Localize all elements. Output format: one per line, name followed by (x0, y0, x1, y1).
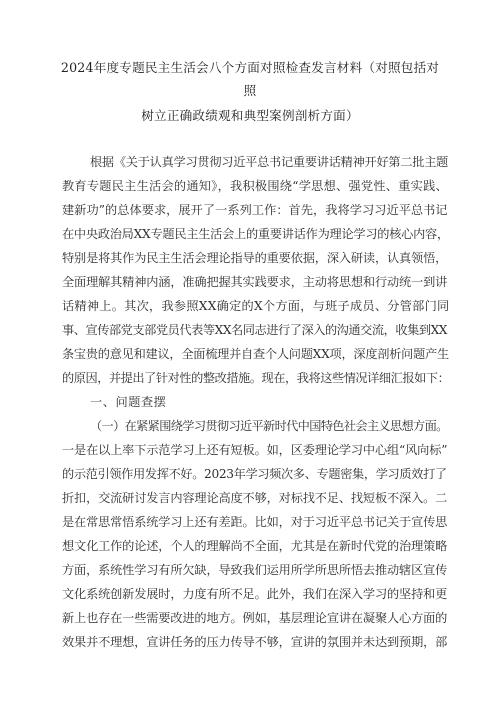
paragraph-1-line: 根据《关于认真学习贯彻习近平总书记重要讲话精神开好第二批主题 (90, 155, 449, 169)
paragraph-2-line: 效果并不理想，宣讲任务的压力传导不够，宣讲的氛围并未达到预期，部 (62, 635, 448, 649)
paragraph-1-line: 特别是将其作为民主生活会理论指导的重要依据，深入研读，认真领悟， (62, 251, 448, 265)
paragraph-1-line: 在中央政治局XX专题民主生活会上的重要讲话作为理论学习的核心内容， (62, 227, 449, 241)
paragraph-2-line: 想文化工作的论述，个人的理解尚不全面，尤其是在新时代党的治理策略 (62, 539, 448, 553)
paragraph-1-line: 教育专题民主生活会的通知》，我积极围绕“学思想、强党性、重实践、 (62, 179, 448, 193)
paragraph-1-line: 条宝贵的意见和建议，全面梳理并自查个人问题XX项，深度剖析问题产生 (62, 347, 449, 361)
paragraph-1-line: 全面理解其精神内涵，准确把握其实践要求，主动将思想和行动统一到讲 (62, 275, 448, 289)
document-title-line-3: 树立正确政绩观和典型案例剖析方面） (141, 108, 359, 123)
document-title-line-1: 2024年度专题民主生活会八个方面对照检查发言材料（对照包括对 (60, 60, 440, 75)
paragraph-2-line: 一是在以上率下示范学习上还有短板。如，区委理论学习中心组“风向标” (62, 443, 448, 457)
paragraph-2-line: 是在常思常悟系统学习上还有差距。比如，对于习近平总书记关于宣传思 (62, 515, 448, 529)
paragraph-2-line: 新上也存在一些需要改进的地方。例如，基层理论宣讲在凝聚人心方面的 (62, 611, 448, 625)
paragraph-2-line: 方面，系统性学习有所欠缺，导致我们运用所学所思所悟去推动辖区宣传 (62, 563, 448, 577)
paragraph-1-line: 事、宣传部党支部党员代表等XX名同志进行了深入的沟通交流，收集到XX (62, 323, 448, 337)
paragraph-2-line: 折扣，交流研讨发言内容理论高度不够，对标找不足、找短板不深入。二 (62, 491, 448, 505)
section-heading: 一、问题查摆 (90, 395, 167, 409)
paragraph-1-line: 话精神上。其次，我参照XX确定的X个方面，与班子成员、分管部门同 (62, 299, 450, 313)
paragraph-2-line: 的示范引领作用发挥不好。2023年学习频次多、专题密集，学习质效打了 (62, 467, 447, 481)
paragraph-2-line: 文化系统创新发展时，力度有所不足。此外，我们在深入学习的坚持和更 (62, 587, 448, 601)
document-title-line-2: 照 (243, 83, 257, 98)
paragraph-1-line: 建新功”的总体要求，展开了一系列工作：首先，我将学习习近平总书记 (62, 203, 448, 217)
paragraph-1-line: 的原因，并提出了针对性的整改措施。现在，我将这些情况详细汇报如下： (62, 371, 450, 385)
paragraph-2-line: （一）在紧紧围绕学习贯彻习近平新时代中国特色社会主义思想方面。 (90, 419, 448, 433)
